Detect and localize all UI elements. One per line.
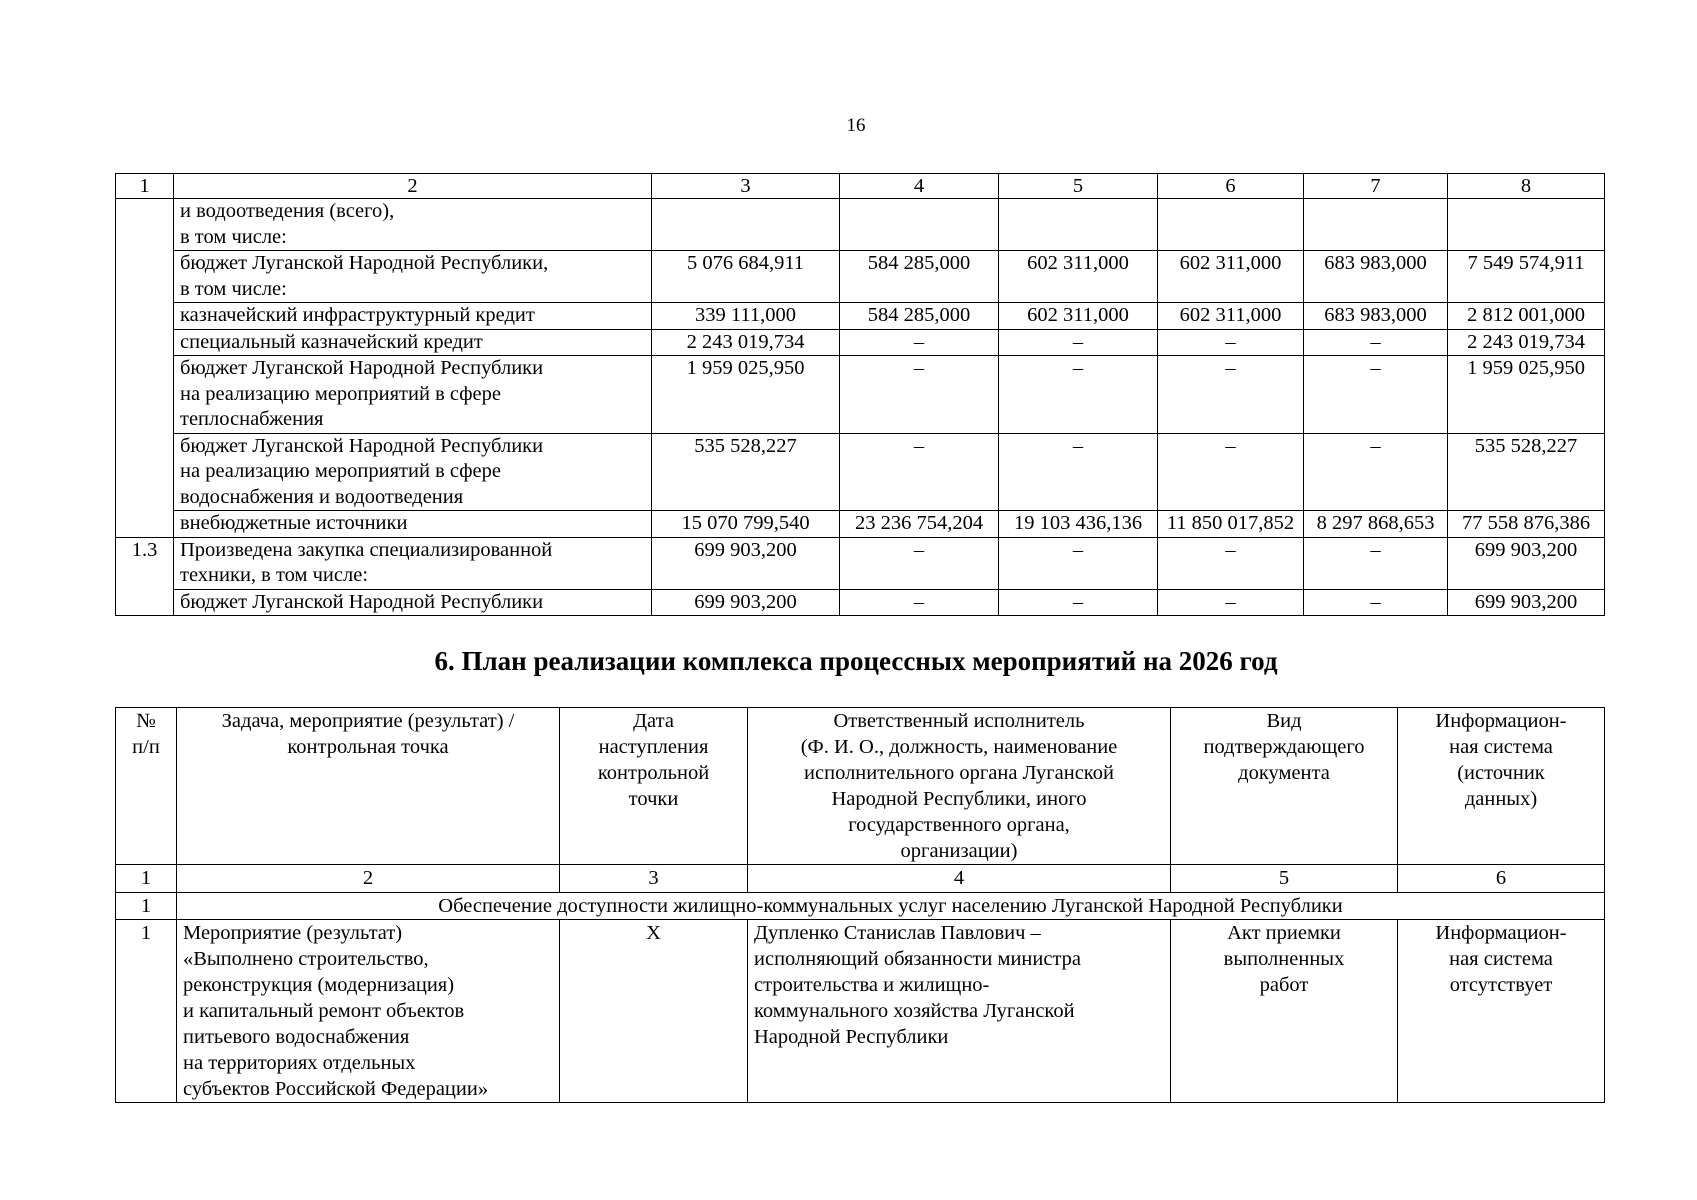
row-label-cell: бюджет Луганской Народной Республики <box>174 589 652 616</box>
value-cell: 602 311,000 <box>1158 251 1304 303</box>
value-cell: 8 297 868,653 <box>1304 511 1448 538</box>
column-number-cell: 6 <box>1398 865 1605 893</box>
column-number-cell: 2 <box>177 865 560 893</box>
column-number-cell: 2 <box>174 174 652 199</box>
financing-table <box>115 173 1605 616</box>
task-cell: Мероприятие (результат) «Выполнено строительство, реконструкция (модернизация) и капитальный ремонт объектов питьевого водоснабжения на территориях отдельных субъектов Российской Федерации» <box>177 920 560 1103</box>
table-row <box>116 356 1605 434</box>
row-label-cell: Произведена закупка специализированной техники, в том числе: <box>174 537 652 589</box>
value-cell: – <box>1304 356 1448 434</box>
column-number-cell: 5 <box>999 174 1158 199</box>
value-cell: 602 311,000 <box>999 303 1158 330</box>
implementation-plan-table <box>115 707 1605 1103</box>
section-row-text: Обеспечение доступности жилищно-коммунальных услуг населению Луганской Народной Республики <box>177 893 1605 920</box>
value-cell: 7 549 574,911 <box>1448 251 1605 303</box>
table-row <box>116 511 1605 538</box>
value-cell: 699 903,200 <box>652 589 840 616</box>
column-number-cell: 1 <box>116 174 174 199</box>
value-cell: – <box>840 589 999 616</box>
value-cell <box>1158 199 1304 251</box>
row-label-cell: и водоотведения (всего), в том числе: <box>174 199 652 251</box>
column-number-cell: 3 <box>652 174 840 199</box>
value-cell: 2 243 019,734 <box>652 329 840 356</box>
value-cell <box>1448 199 1605 251</box>
table-row <box>116 329 1605 356</box>
value-cell: – <box>1304 329 1448 356</box>
value-cell: – <box>840 433 999 511</box>
row-number-cell <box>116 356 174 434</box>
value-cell: 2 243 019,734 <box>1448 329 1605 356</box>
value-cell: 11 850 017,852 <box>1158 511 1304 538</box>
value-cell: – <box>1158 589 1304 616</box>
section-row <box>116 893 1605 920</box>
section-title: 6. План реализации комплекса процессных мероприятий на 2026 год <box>434 646 1278 676</box>
table-row <box>116 433 1605 511</box>
row-number-cell: 1 <box>116 920 177 1103</box>
row-number-cell <box>116 303 174 330</box>
value-cell: – <box>1158 329 1304 356</box>
value-cell: 77 558 876,386 <box>1448 511 1605 538</box>
column-header: Информацион- ная система (источник данных) <box>1398 708 1605 865</box>
value-cell: – <box>999 329 1158 356</box>
column-header: Ответственный исполнитель (Ф. И. О., должность, наименование исполнительного органа Луганской Народной Республики, иного государственного органа, организации) <box>748 708 1171 865</box>
responsible-cell: Дупленко Станислав Павлович – исполняющий обязанности министра строительства и жилищно- коммунального хозяйства Луганской Народной Республики <box>748 920 1171 1103</box>
value-cell: – <box>840 329 999 356</box>
row-label-cell: бюджет Луганской Народной Республики, в том числе: <box>174 251 652 303</box>
value-cell: – <box>840 537 999 589</box>
value-cell: – <box>1304 589 1448 616</box>
value-cell: – <box>999 589 1158 616</box>
value-cell: 584 285,000 <box>840 303 999 330</box>
value-cell: – <box>999 433 1158 511</box>
table-row <box>116 251 1605 303</box>
table-row <box>116 920 1605 1103</box>
value-cell: 584 285,000 <box>840 251 999 303</box>
value-cell: 683 983,000 <box>1304 251 1448 303</box>
value-cell: – <box>1304 537 1448 589</box>
value-cell: 2 812 001,000 <box>1448 303 1605 330</box>
value-cell: 339 111,000 <box>652 303 840 330</box>
value-cell: 1 959 025,950 <box>1448 356 1605 434</box>
value-cell: 15 070 799,540 <box>652 511 840 538</box>
table-row <box>116 537 1605 589</box>
column-header: Дата наступления контрольной точки <box>560 708 748 865</box>
column-number-cell: 6 <box>1158 174 1304 199</box>
column-number-cell: 8 <box>1448 174 1605 199</box>
value-cell: – <box>999 356 1158 434</box>
value-cell: 602 311,000 <box>1158 303 1304 330</box>
value-cell: – <box>1304 433 1448 511</box>
value-cell: – <box>1158 433 1304 511</box>
value-cell <box>1304 199 1448 251</box>
row-number-cell <box>116 251 174 303</box>
value-cell: 699 903,200 <box>652 537 840 589</box>
value-cell <box>840 199 999 251</box>
column-header: Задача, мероприятие (результат) / контрольная точка <box>177 708 560 865</box>
row-label-cell: специальный казначейский кредит <box>174 329 652 356</box>
table-header-row <box>116 708 1605 865</box>
page-number: 16 <box>846 115 866 136</box>
value-cell: 23 236 754,204 <box>840 511 999 538</box>
column-numbers-row <box>116 865 1605 893</box>
row-number-cell <box>116 589 174 616</box>
column-header: № п/п <box>116 708 177 865</box>
document-cell: Акт приемки выполненных работ <box>1171 920 1398 1103</box>
row-number-cell <box>116 433 174 511</box>
value-cell: 699 903,200 <box>1448 589 1605 616</box>
value-cell: 535 528,227 <box>1448 433 1605 511</box>
column-number-cell: 5 <box>1171 865 1398 893</box>
column-number-cell: 4 <box>748 865 1171 893</box>
row-number-cell <box>116 329 174 356</box>
row-label-cell: внебюджетные источники <box>174 511 652 538</box>
value-cell: 5 076 684,911 <box>652 251 840 303</box>
column-number-cell: 4 <box>840 174 999 199</box>
column-header: Вид подтверждающего документа <box>1171 708 1398 865</box>
table-header-row <box>116 174 1605 199</box>
value-cell: 699 903,200 <box>1448 537 1605 589</box>
value-cell: 1 959 025,950 <box>652 356 840 434</box>
column-number-cell: 3 <box>560 865 748 893</box>
value-cell: 683 983,000 <box>1304 303 1448 330</box>
value-cell: 535 528,227 <box>652 433 840 511</box>
table-row <box>116 199 1605 251</box>
system-cell: Информацион- ная система отсутствует <box>1398 920 1605 1103</box>
column-number-cell: 1 <box>116 865 177 893</box>
value-cell: 19 103 436,136 <box>999 511 1158 538</box>
value-cell: – <box>1158 356 1304 434</box>
row-label-cell: бюджет Луганской Народной Республики на реализацию мероприятий в сфере водоснабжения и водоотведения <box>174 433 652 511</box>
table-row <box>116 303 1605 330</box>
date-cell: X <box>560 920 748 1103</box>
row-number-cell <box>116 511 174 538</box>
value-cell: – <box>840 356 999 434</box>
column-number-cell: 7 <box>1304 174 1448 199</box>
value-cell: – <box>999 537 1158 589</box>
row-number-cell <box>116 199 174 251</box>
row-number-cell: 1.3 <box>116 537 174 589</box>
value-cell <box>999 199 1158 251</box>
value-cell: 602 311,000 <box>999 251 1158 303</box>
row-label-cell: казначейский инфраструктурный кредит <box>174 303 652 330</box>
row-number-cell: 1 <box>116 893 177 920</box>
table-row <box>116 589 1605 616</box>
value-cell: – <box>1158 537 1304 589</box>
row-label-cell: бюджет Луганской Народной Республики на реализацию мероприятий в сфере теплоснабжения <box>174 356 652 434</box>
value-cell <box>652 199 840 251</box>
